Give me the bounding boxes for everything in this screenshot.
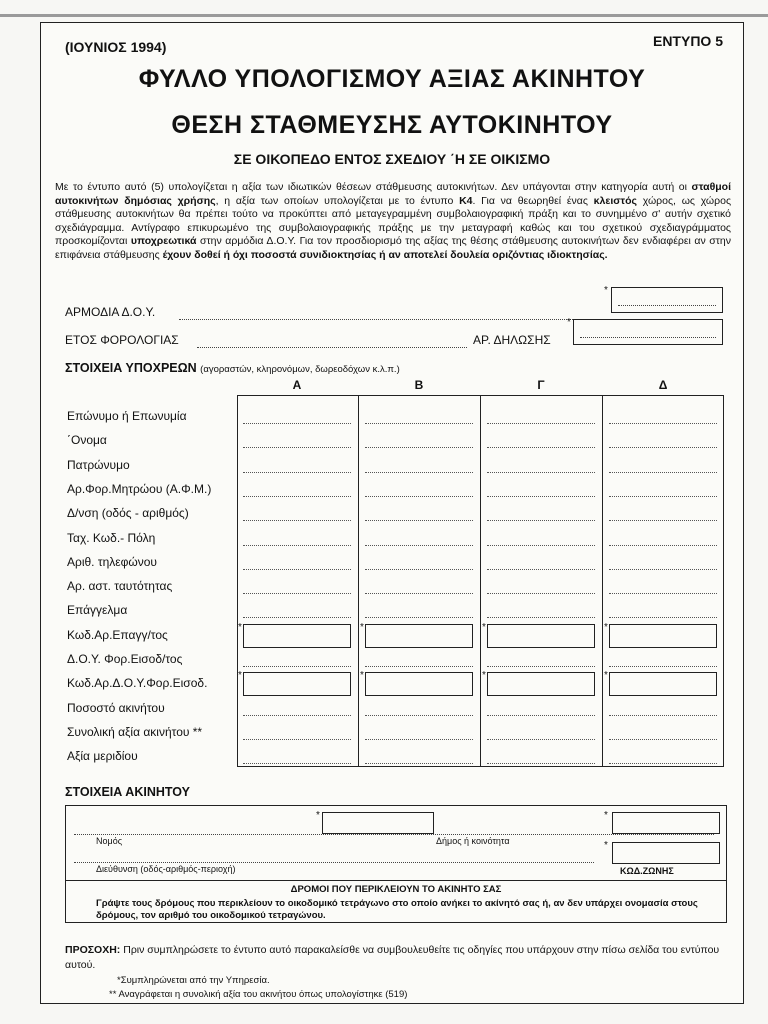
cell-input[interactable]	[609, 739, 717, 740]
property-section-title: ΣΤΟΙΧΕΙΑ ΑΚΙΝΗΤΟΥ	[65, 785, 190, 799]
cell-input[interactable]	[243, 715, 351, 716]
cell-input[interactable]	[487, 763, 595, 764]
cell-input[interactable]	[365, 593, 473, 594]
cell-input[interactable]	[365, 617, 473, 618]
cell-input[interactable]	[365, 569, 473, 570]
cell-input[interactable]	[609, 715, 717, 716]
cell-input[interactable]	[609, 763, 717, 764]
cell-input[interactable]	[487, 715, 595, 716]
cell-star: *	[604, 670, 608, 682]
obligors-grid	[237, 395, 724, 767]
cell-input[interactable]	[243, 447, 351, 448]
cell-input[interactable]	[609, 569, 717, 570]
row-label: ΄Ονομα	[67, 433, 107, 448]
row-label: Συνολική αξία ακινήτου **	[67, 724, 203, 739]
declaration-number-input[interactable]	[573, 319, 723, 345]
form-subtitle: ΣΕ ΟΙΚΟΠΕΔΟ ΕΝΤΟΣ ΣΧΕΔΙΟΥ ΄Η ΣΕ ΟΙΚΙΣΜΟ	[233, 151, 551, 167]
row-label: Αρ.Φορ.Μητρώου (Α.Φ.Μ.)	[67, 481, 212, 496]
cell-input[interactable]	[487, 496, 595, 497]
cell-input[interactable]	[243, 617, 351, 618]
zone-star: *	[604, 840, 608, 851]
streets-title: ΔΡΟΜΟΙ ΠΟΥ ΠΕΡΙΚΛΕΙΟΥΝ ΤΟ ΑΚΙΝΗΤΟ ΣΑΣ	[290, 884, 502, 895]
row-label: Αρ. αστ. ταυτότητας	[67, 579, 173, 594]
cell-star: *	[360, 670, 364, 682]
cell-input[interactable]	[365, 763, 473, 764]
prefecture-star: *	[316, 810, 320, 821]
cell-star: *	[482, 621, 486, 633]
cell-input[interactable]	[487, 545, 595, 546]
cell-input[interactable]	[487, 617, 595, 618]
cell-star: *	[360, 621, 364, 633]
declaration-number-label: ΑΡ. ΔΗΛΩΣΗΣ	[473, 333, 551, 347]
cell-input[interactable]	[365, 472, 473, 473]
row-label: Επώνυμο ή Επωνυμία	[67, 409, 187, 423]
cell-input[interactable]	[487, 520, 595, 521]
cell-input-box[interactable]	[365, 672, 473, 696]
declaration-star: *	[567, 317, 571, 328]
cell-input[interactable]	[365, 739, 473, 740]
footnote-total-value: ** Αναγράφεται η συνολική αξία του ακινήτου όπως υπολογίστηκε (519)	[109, 989, 408, 1000]
cell-input[interactable]	[609, 496, 717, 497]
cell-input-box[interactable]	[609, 672, 717, 696]
cell-input-box[interactable]	[609, 624, 717, 648]
cell-input[interactable]	[609, 666, 717, 667]
zone-code-label: ΚΩΔ.ΖΩΝΗΣ	[620, 866, 674, 876]
streets-instruction: Γράψτε τους δρόμους που περικλείουν το οικοδομικό τετράγωνο στο οποίο ανήκει το ακίνητό σας ή, αν δεν υπάρχει ονομασία στους δρόμους, τον αριθμό του οικοδομικού τετραγώνου.	[96, 898, 698, 921]
cell-input[interactable]	[487, 423, 595, 424]
doy-star: *	[604, 285, 608, 296]
cell-input[interactable]	[487, 472, 595, 473]
cell-input[interactable]	[365, 666, 473, 667]
cell-input[interactable]	[243, 763, 351, 764]
column-header-a: Α	[292, 378, 302, 392]
municipality-label: Δήμος ή κοινότητα	[436, 836, 510, 846]
doy-input[interactable]	[611, 287, 723, 313]
cell-input[interactable]	[365, 423, 473, 424]
prefecture-municipality-line	[74, 834, 714, 835]
cell-star: *	[238, 621, 242, 633]
cell-input[interactable]	[243, 739, 351, 740]
cell-input[interactable]	[365, 520, 473, 521]
cell-star: *	[482, 670, 486, 682]
doy-dotted-line	[179, 319, 603, 320]
attention-note: ΠΡΟΣΟΧΗ: Πριν συμπληρώσετε το έντυπο αυτό παρακαλείσθε να συμβουλευθείτε τις οδηγίες που υπάρχουν στην πίσω σελίδα του εντύπου αυτού.	[65, 944, 720, 971]
obligors-section-title: ΣΤΟΙΧΕΙΑ ΥΠΟΧΡΕΩΝ (αγοραστών, κληρονόμων, δωρεοδόχων κ.λ.π.)	[65, 361, 400, 375]
cell-input[interactable]	[243, 593, 351, 594]
row-label: Κωδ.Αρ.Δ.Ο.Υ.Φορ.Εισοδ.	[67, 676, 208, 691]
row-label: Ποσοστό ακινήτου	[67, 700, 165, 715]
address-input[interactable]	[74, 862, 594, 863]
cell-input[interactable]	[243, 472, 351, 473]
cell-input[interactable]	[487, 569, 595, 570]
intro-paragraph: Με το έντυπο αυτό (5) υπολογίζεται η αξία των ιδιωτικών θέσεων στάθμευσης αυτοκινήτων. Δεν υπάγονται στην κατηγορία αυτή οι σταθμοί αυτοκινήτων δημόσιας χρήσης, η αξία των οποίων υπολογίζεται με το έντυπο Κ4. Για να θεωρηθεί ένας κλειστός χώρος, ως χώρος στάθμευσης αυτοκινήτων θα πρέπει τούτο να προκύπτει από μεταγεγραμμένη συμβολαιογραφική πράξη και το συνημμένο σ' αυτήν σχετικό σχεδιάγραμμα. Αντίγραφο επικυρωμένο της συμβολαιογραφικής πράξης με την μεταγραφή καθώς και του σχετικού σχεδιαγράμματος προσκομίζονται υποχρεωτικά στην αρμόδια Δ.Ο.Υ. Για τον προσδιορισμό της αξίας της θέσης στάθμευσης αυτοκινήτων δεν ενδιαφέρει αν στην επιφάνεια στάθμευσης έχουν δοθεί ή όχι ποσοστά συνιδιοκτησίας ή αν αποτελεί δουλεία οριζόντιας ιδιοκτησίας.	[55, 181, 732, 261]
form-number: ΕΝΤΥΠΟ 5	[652, 33, 723, 49]
row-label: Ταχ. Κωδ.- Πόλη	[67, 530, 156, 545]
form-title: ΦΥΛΛΟ ΥΠΟΛΟΓΙΣΜΟΥ ΑΞΙΑΣ ΑΚΙΝΗΤΟΥ	[138, 65, 646, 93]
property-box	[65, 805, 727, 923]
cell-input-box[interactable]	[243, 624, 351, 648]
tax-year-label: ΕΤΟΣ ΦΟΡΟΛΟΓΙΑΣ	[65, 333, 179, 347]
row-label: Αξία μεριδίου	[67, 749, 138, 764]
zone-code-input[interactable]	[612, 842, 720, 864]
row-label: Κωδ.Αρ.Επαγγ/τος	[67, 627, 168, 642]
cell-input[interactable]	[243, 545, 351, 546]
grid-divider	[602, 396, 603, 766]
cell-input[interactable]	[609, 447, 717, 448]
cell-input[interactable]	[609, 617, 717, 618]
tax-year-input[interactable]	[197, 347, 467, 348]
form-sheet	[40, 22, 744, 1004]
footnote-office: *Συμπληρώνεται από την Υπηρεσία.	[117, 975, 270, 986]
cell-input[interactable]	[487, 593, 595, 594]
cell-input[interactable]	[243, 496, 351, 497]
row-label: Αριθ. τηλεφώνου	[67, 554, 157, 569]
cell-star: *	[604, 621, 608, 633]
row-label: Πατρώνυμο	[67, 457, 130, 472]
cell-input[interactable]	[243, 666, 351, 667]
cell-input[interactable]	[609, 545, 717, 546]
cell-input[interactable]	[609, 520, 717, 521]
cell-input-box[interactable]	[487, 672, 595, 696]
row-label: Δ/νση (οδός - αριθμός)	[67, 506, 189, 521]
cell-input[interactable]	[487, 447, 595, 448]
cell-input[interactable]	[487, 666, 595, 667]
row-label: Δ.Ο.Υ. Φορ.Εισοδ/τος	[67, 652, 183, 666]
prefecture-input[interactable]	[322, 812, 434, 834]
grid-divider	[480, 396, 481, 766]
address-label: Διεύθυνση (οδός-αριθμός-περιοχή)	[96, 864, 236, 874]
cell-input[interactable]	[609, 423, 717, 424]
cell-input[interactable]	[365, 545, 473, 546]
grid-divider	[358, 396, 359, 766]
cell-input[interactable]	[609, 472, 717, 473]
municipality-star: *	[604, 810, 608, 821]
cell-input[interactable]	[365, 496, 473, 497]
cell-input[interactable]	[609, 593, 717, 594]
form-subject-title: ΘΕΣΗ ΣΤΑΘΜΕΥΣΗΣ ΑΥΤΟΚΙΝΗΤΟΥ	[171, 111, 613, 139]
cell-input[interactable]	[365, 715, 473, 716]
column-header-c: Γ	[537, 378, 545, 392]
cell-input[interactable]	[243, 423, 351, 424]
municipality-input[interactable]	[612, 812, 720, 834]
column-header-d: Δ	[658, 378, 668, 392]
doy-label: ΑΡΜΟΔΙΑ Δ.Ο.Υ.	[65, 305, 156, 319]
row-label: Επάγγελμα	[67, 603, 128, 618]
prefecture-label: Νομός	[96, 836, 123, 846]
cell-input-box[interactable]	[365, 624, 473, 648]
streets-divider	[66, 880, 726, 881]
scan-edge-line	[0, 14, 768, 17]
cell-input[interactable]	[365, 447, 473, 448]
cell-input[interactable]	[243, 569, 351, 570]
form-date: (ΙΟΥΝΙΟΣ 1994)	[65, 39, 167, 55]
cell-star: *	[238, 670, 242, 682]
column-header-b: Β	[414, 378, 424, 392]
cell-input[interactable]	[487, 739, 595, 740]
cell-input[interactable]	[243, 520, 351, 521]
cell-input-box[interactable]	[243, 672, 351, 696]
cell-input-box[interactable]	[487, 624, 595, 648]
